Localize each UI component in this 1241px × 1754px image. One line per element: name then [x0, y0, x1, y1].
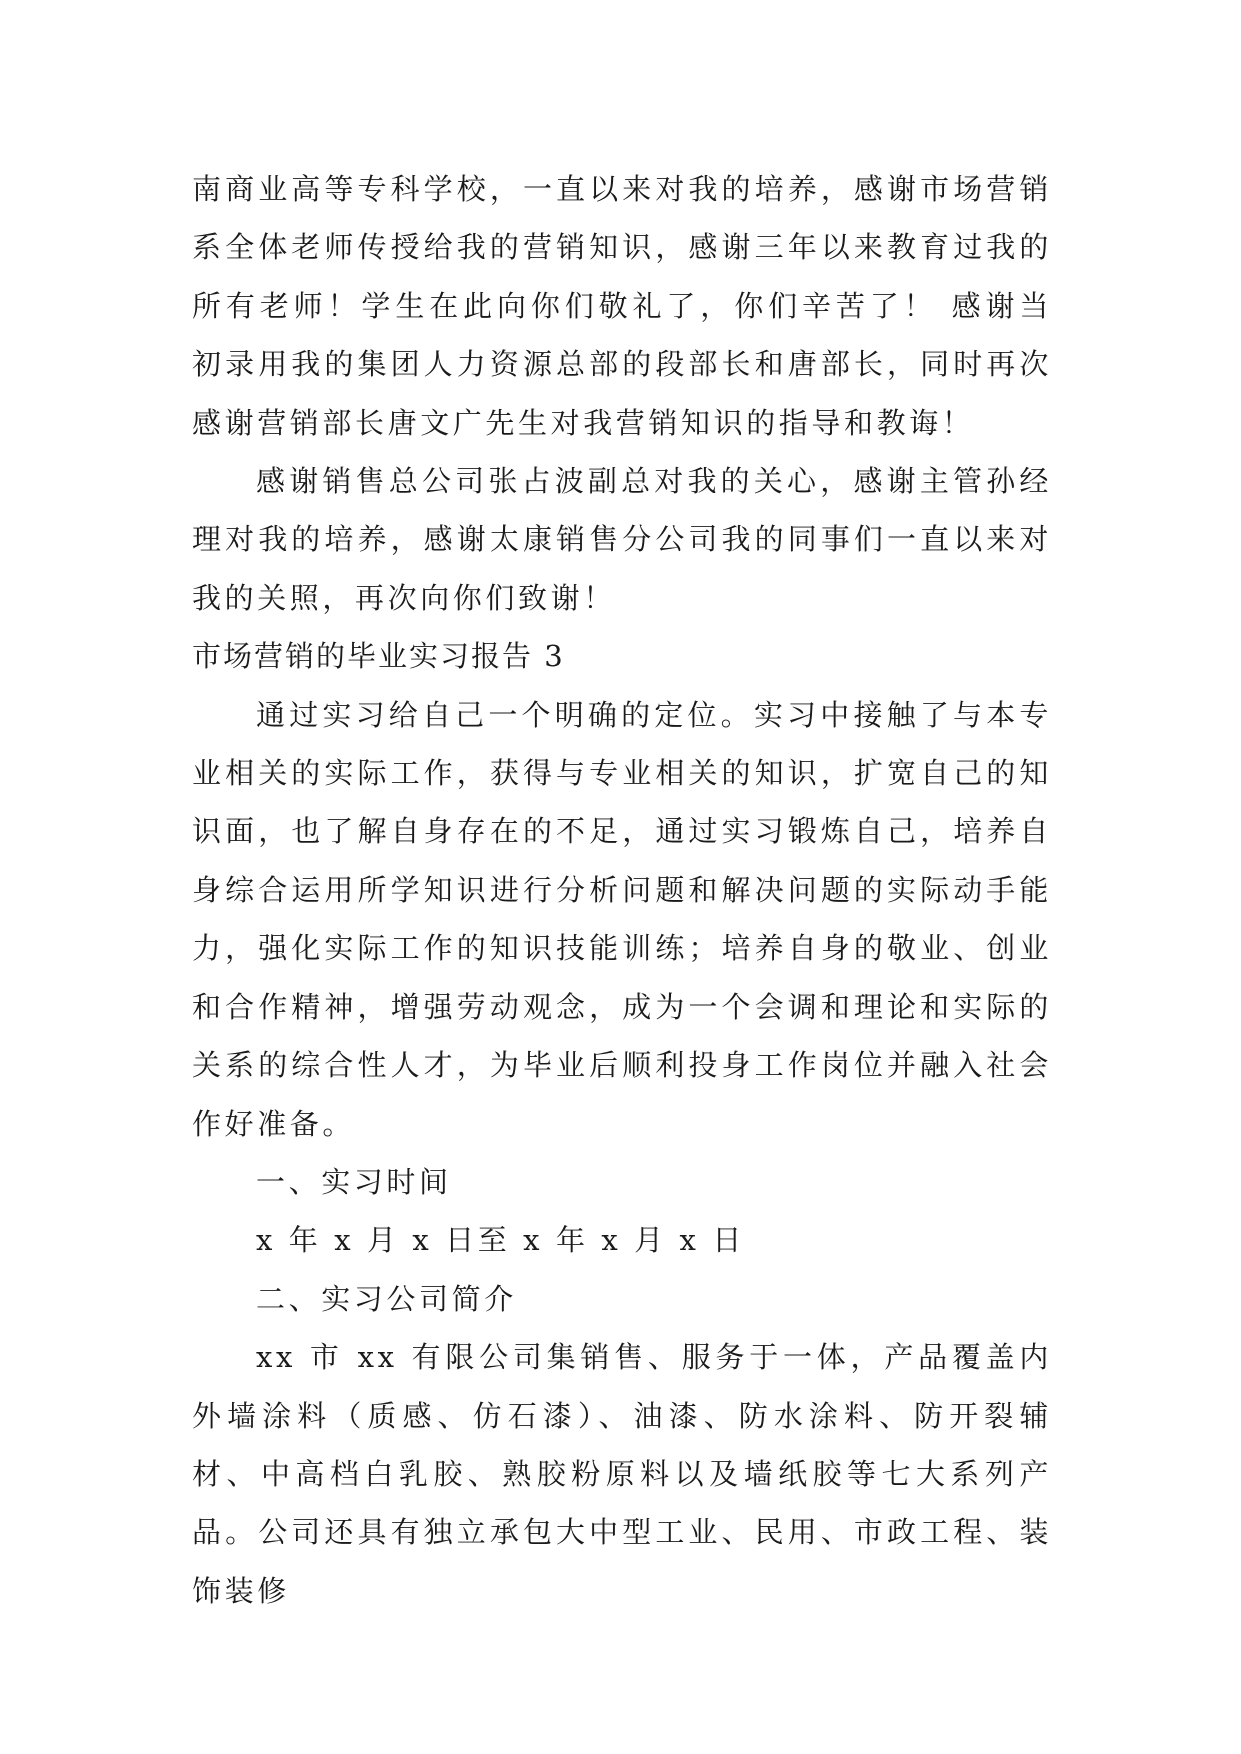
paragraph-thanks-school: 南商业高等专科学校，一直以来对我的培养，感谢市场营销系全体老师传授给我的营销知识，感谢三年以来教育过我的所有老师！学生在此向你们敬礼了，你们辛苦了！ 感谢当初录用我的集团人力资源总部的段部长和唐部长，同时再次感谢营销部长唐文广先生对我营销知识的指导和教诲！: [192, 172, 1052, 440]
internship-dates: x 年 x 月 x 日至 x 年 x 月 x 日: [256, 1223, 745, 1258]
paragraph-company-intro: xx 市 xx 有限公司集销售、服务于一体，产品覆盖内外墙涂料（质感、仿石漆）、油漆、防水涂料、防开裂辅材、中高档白乳胶、熟胶粉原料以及墙纸胶等七大系列产品。公司还具有独立承包大中型工业、民用、市政工程、装饰装修: [192, 1340, 1052, 1608]
document-body: [192, 160, 1052, 1620]
section-heading-time: 一、实习时间: [256, 1164, 452, 1199]
paragraph-thanks-colleagues: 感谢销售总公司张占波副总对我的关心，感谢主管孙经理对我的培养，感谢太康销售分公司我的同事们一直以来对我的关照，再次向你们致谢！: [192, 464, 1052, 615]
report-title: 市场营销的毕业实习报告 3: [192, 639, 565, 674]
paragraph-intro: 通过实习给自己一个明确的定位。实习中接触了与本专业相关的实际工作，获得与专业相关的知识，扩宽自己的知识面，也了解自身存在的不足，通过实习锻炼自己，培养自身综合运用所学知识进行分析问题和解决问题的实际动手能力，强化实际工作的知识技能训练；培养自身的敬业、创业和合作精神，增强劳动观念，成为一个会调和理论和实际的关系的综合性人才，为毕业后顺利投身工作岗位并融入社会作好准备。: [192, 697, 1052, 1141]
section-heading-company: 二、实习公司简介: [256, 1281, 517, 1316]
